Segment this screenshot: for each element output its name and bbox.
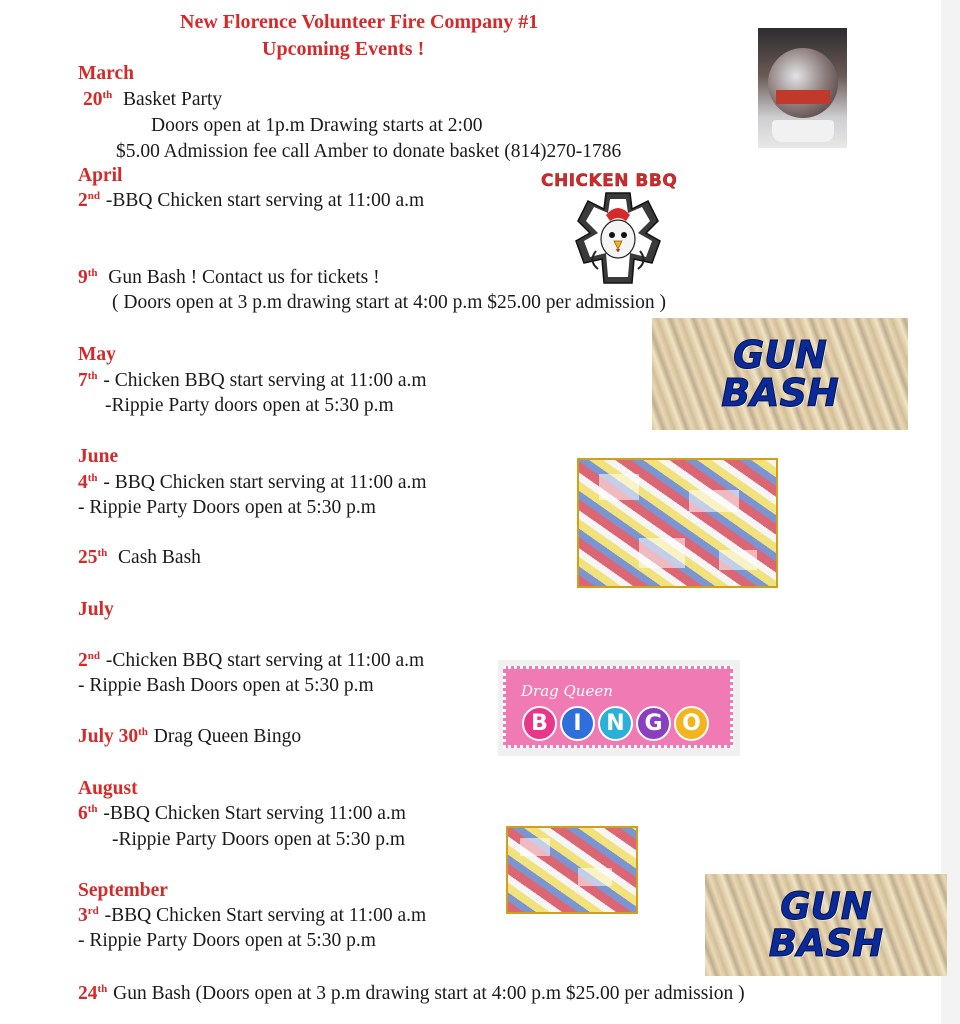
event-august-6 — [78, 802, 406, 826]
basket-party-photo — [758, 28, 847, 148]
event-september-3 — [78, 904, 426, 928]
event-june-25 — [78, 546, 201, 570]
event-june-4-line2: - Rippie Party Doors open at 5:30 p.m — [78, 497, 376, 518]
event-april-9-detail: ( Doors open at 3 p.m drawing start at 4:00 p.m $25.00 per admission ) — [112, 292, 667, 313]
event-day: 24 — [78, 983, 98, 1004]
page-title: New Florence Volunteer Fire Company #1 — [180, 11, 539, 33]
event-march-20 — [83, 88, 222, 112]
event-july-2-line2: - Rippie Bash Doors open at 5:30 p.m — [78, 675, 374, 696]
event-text: Gun Bash ! Contact us for tickets ! — [108, 267, 380, 288]
bingo-banner — [503, 666, 733, 748]
event-day-suffix: nd — [87, 190, 100, 202]
bingo-ball: G — [636, 706, 671, 741]
event-day-suffix: nd — [87, 650, 100, 662]
event-day-suffix: th — [138, 726, 148, 738]
event-day: 2 — [78, 650, 88, 671]
month-may: May — [78, 344, 116, 365]
event-day-suffix: th — [87, 803, 98, 815]
event-day: 7 — [78, 370, 88, 391]
gun-bash-line: BASH — [721, 371, 839, 415]
event-may-7-line2: -Rippie Party doors open at 5:30 p.m — [105, 395, 394, 416]
event-day: 3 — [78, 905, 88, 926]
event-text: Drag Queen Bingo — [153, 726, 302, 747]
event-may-7 — [78, 369, 427, 393]
event-day-suffix: th — [102, 89, 113, 101]
drag-queen-bingo-image — [498, 660, 740, 756]
event-march-doors: Doors open at 1p.m Drawing starts at 2:00 — [151, 115, 483, 136]
event-day: 6 — [78, 803, 88, 824]
event-day: 4 — [78, 472, 88, 493]
event-day: 20 — [83, 89, 103, 110]
event-july-2 — [78, 649, 424, 673]
cash-bash-tickets-photo-small — [506, 826, 638, 914]
event-day-suffix: th — [87, 267, 98, 279]
bingo-ball: I — [560, 706, 595, 741]
event-text: -BBQ Chicken start serving at 11:00 a.m — [105, 190, 425, 211]
bingo-script: Drag Queen — [521, 682, 613, 700]
event-april-9 — [78, 266, 380, 290]
event-text: - BBQ Chicken start serving at 11:00 a.m — [103, 472, 427, 493]
page-subtitle: Upcoming Events ! — [262, 38, 425, 60]
month-august: August — [78, 778, 138, 799]
chicken-mascot-icon — [568, 191, 668, 285]
event-day-suffix: th — [97, 983, 108, 995]
event-text: Basket Party — [123, 89, 223, 110]
event-day: 2 — [78, 190, 88, 211]
event-march-fee: $5.00 Admission fee call Amber to donate basket (814)270-1786 — [116, 141, 622, 162]
bingo-ball: B — [522, 706, 557, 741]
event-day: 9 — [78, 267, 88, 288]
event-text: Gun Bash (Doors open at 3 p.m drawing start at 4:00 p.m $25.00 per admission ) — [113, 983, 745, 1004]
event-september-3-line2: - Rippie Party Doors open at 5:30 p.m — [78, 930, 376, 951]
event-day-suffix: rd — [87, 905, 99, 917]
event-day: 25 — [78, 547, 98, 568]
bingo-ball: O — [674, 706, 709, 741]
gun-bash-image — [652, 318, 908, 430]
month-july: July — [78, 599, 114, 620]
event-day-suffix: th — [87, 370, 98, 382]
chicken-bbq-title: CHICKEN BBQ — [541, 171, 678, 191]
bingo-ball: N — [598, 706, 633, 741]
page-edge — [941, 0, 960, 1024]
event-september-24 — [78, 982, 745, 1006]
bingo-balls — [522, 706, 709, 741]
month-march: March — [78, 63, 134, 84]
event-text: -BBQ Chicken Start serving 11:00 a.m — [103, 803, 406, 824]
event-june-4 — [78, 471, 427, 495]
event-text: -BBQ Chicken Start serving at 11:00 a.m — [104, 905, 427, 926]
month-september: September — [78, 880, 168, 901]
month-april: April — [78, 165, 123, 186]
event-text: Cash Bash — [118, 547, 201, 568]
event-text: - Chicken BBQ start serving at 11:00 a.m — [103, 370, 427, 391]
event-august-6-line2: -Rippie Party Doors open at 5:30 p.m — [112, 829, 406, 850]
event-text: -Chicken BBQ start serving at 11:00 a.m — [105, 650, 425, 671]
month-june: June — [78, 446, 119, 467]
event-date: July 30 — [78, 726, 139, 747]
gun-bash-line: GUN — [733, 333, 827, 377]
gun-bash-image-2 — [705, 874, 947, 976]
event-day-suffix: th — [87, 472, 98, 484]
event-april-2 — [78, 189, 424, 213]
event-july-30 — [78, 725, 301, 749]
cash-bash-tickets-photo — [577, 458, 778, 588]
gun-bash-line: GUN — [780, 885, 872, 928]
event-day-suffix: th — [97, 547, 108, 559]
gun-bash-line: BASH — [768, 922, 884, 965]
